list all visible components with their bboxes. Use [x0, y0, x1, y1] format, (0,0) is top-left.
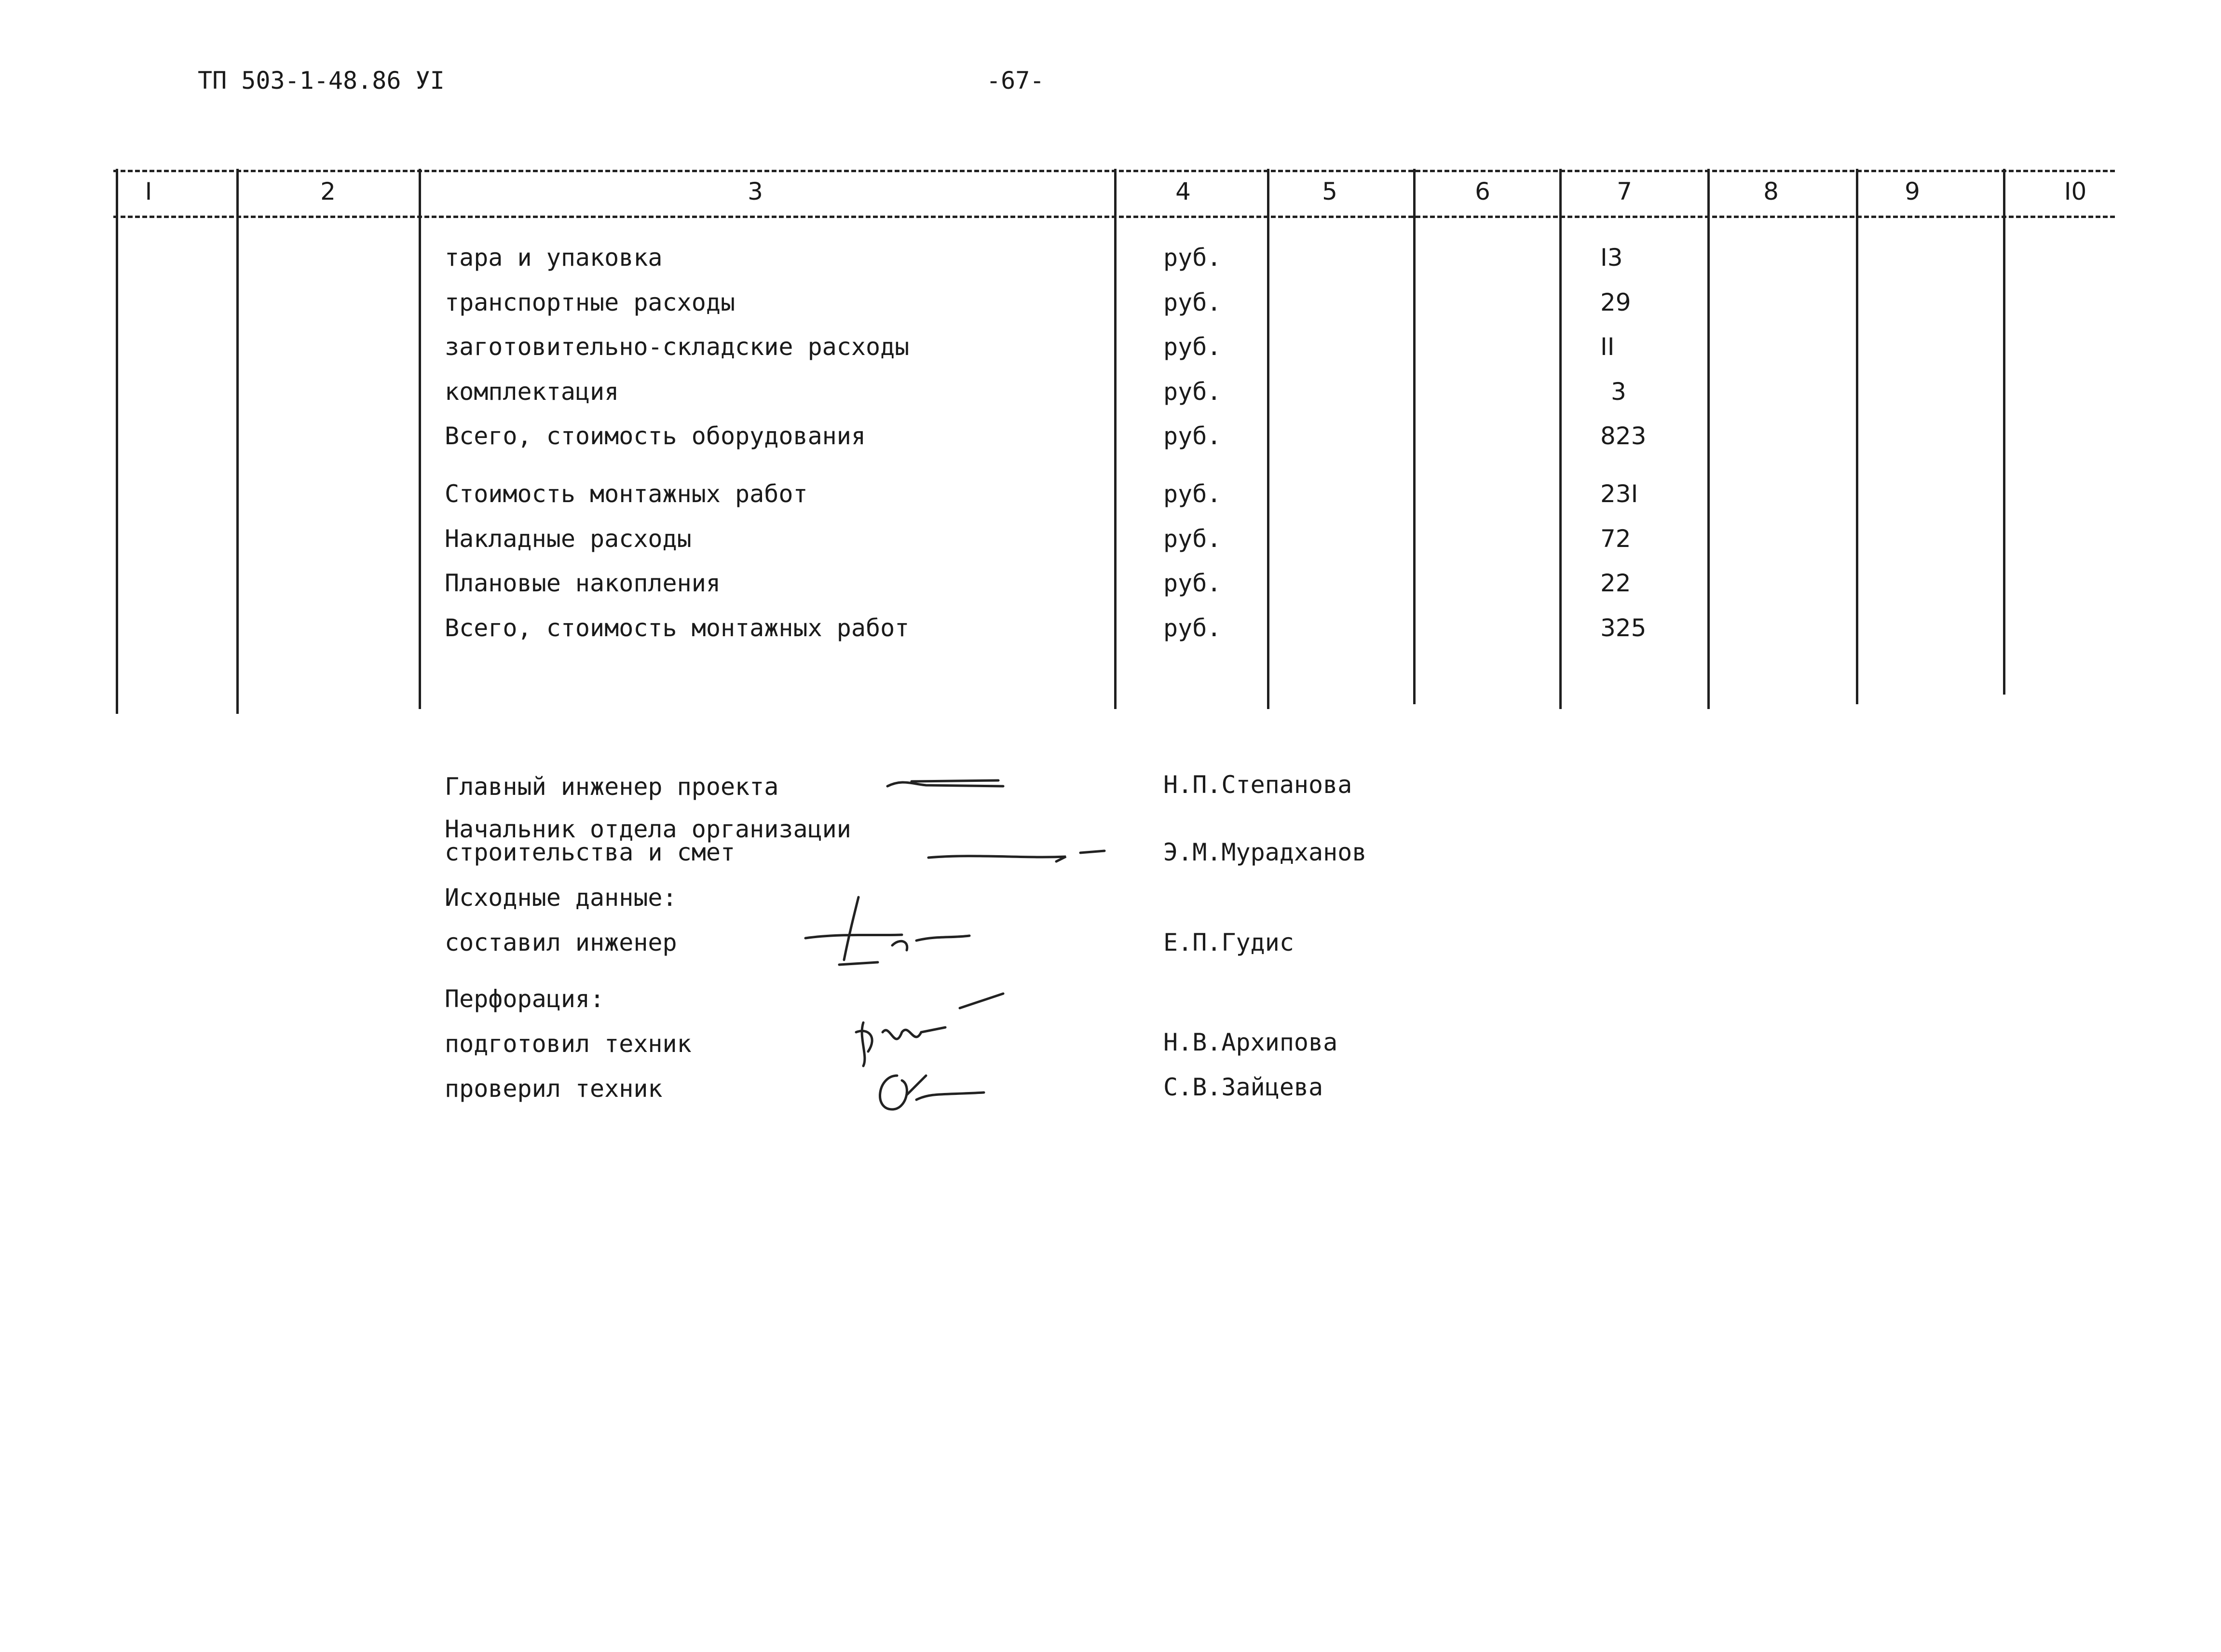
checked-by-title: проверил техник	[445, 1075, 663, 1103]
column-number: I	[145, 177, 152, 205]
page-number: -67-	[986, 67, 1045, 95]
dept-head-name: Э.М.Мурадханов	[1163, 838, 1367, 866]
column-number: 5	[1322, 177, 1337, 205]
signature-checked-by	[868, 1066, 994, 1124]
compiled-by-name: Е.П.Гудис	[1163, 928, 1294, 956]
row-unit: руб.	[1163, 378, 1222, 406]
table-column-divider	[1267, 169, 1269, 709]
column-number: 3	[748, 177, 763, 205]
table-column-divider	[116, 169, 118, 714]
chief-engineer-name: Н.П.Степанова	[1163, 771, 1352, 799]
column-number: 9	[1905, 177, 1920, 205]
table-column-divider	[236, 169, 239, 714]
row-name: комплектация	[445, 378, 619, 406]
row-unit: руб.	[1163, 288, 1222, 316]
column-number: 4	[1175, 177, 1191, 205]
row-unit: руб.	[1163, 244, 1222, 272]
source-data-label: Исходные данные:	[445, 884, 677, 912]
signature-compiled-by	[796, 892, 979, 969]
table-column-divider	[419, 169, 421, 709]
prepared-by-name: Н.В.Архипова	[1163, 1028, 1338, 1056]
table-column-divider	[1413, 169, 1416, 704]
signature-prepared-by	[849, 994, 1008, 1071]
perforation-label: Перфорация:	[445, 985, 605, 1013]
row-name: Всего, стоимость монтажных работ	[445, 614, 910, 642]
row-unit: руб.	[1163, 569, 1222, 597]
row-value: 3	[1611, 378, 1626, 406]
column-number: 6	[1475, 177, 1490, 205]
row-value: II	[1600, 333, 1615, 361]
column-number: I0	[2064, 177, 2087, 205]
column-number: 8	[1763, 177, 1779, 205]
row-value: 29	[1600, 288, 1631, 316]
column-number: 2	[320, 177, 336, 205]
row-name: Стоимость монтажных работ	[445, 480, 808, 508]
row-value: 72	[1600, 525, 1631, 553]
row-unit: руб.	[1163, 614, 1222, 642]
row-value: 325	[1600, 614, 1647, 642]
row-name: тара и упаковка	[445, 244, 663, 272]
row-unit: руб.	[1163, 422, 1222, 450]
row-name: транспортные расходы	[445, 288, 736, 316]
table-column-divider	[1114, 169, 1117, 709]
row-name: Накладные расходы	[445, 525, 692, 553]
row-name: Плановые накопления	[445, 569, 721, 597]
signature-dept-head	[926, 839, 1109, 868]
compiled-by-title: составил инженер	[445, 928, 677, 956]
prepared-by-title: подготовил техник	[445, 1030, 692, 1058]
row-value: 823	[1600, 422, 1647, 450]
dept-head-title-line1: Начальник отдела организации	[445, 815, 851, 843]
row-name: заготовительно-складские расходы	[445, 333, 910, 361]
signature-chief-engineer	[883, 772, 1008, 801]
document-code: ТП 503-1-48.86 УI	[198, 67, 445, 95]
dept-head-title-line2: строительства и смет	[445, 838, 736, 866]
row-value: I3	[1600, 244, 1623, 272]
row-unit: руб.	[1163, 525, 1222, 553]
row-name: Всего, стоимость оборудования	[445, 422, 866, 450]
table-column-divider	[1856, 169, 1858, 704]
row-value: 22	[1600, 569, 1631, 597]
row-value: 23I	[1600, 480, 1638, 508]
table-column-divider	[2003, 169, 2005, 695]
column-number: 7	[1617, 177, 1632, 205]
table-column-divider	[1707, 169, 1710, 709]
row-unit: руб.	[1163, 480, 1222, 508]
table-column-divider	[1559, 169, 1562, 709]
row-unit: руб.	[1163, 333, 1222, 361]
checked-by-name: С.В.Зайцева	[1163, 1073, 1323, 1101]
chief-engineer-title: Главный инженер проекта	[445, 773, 779, 801]
